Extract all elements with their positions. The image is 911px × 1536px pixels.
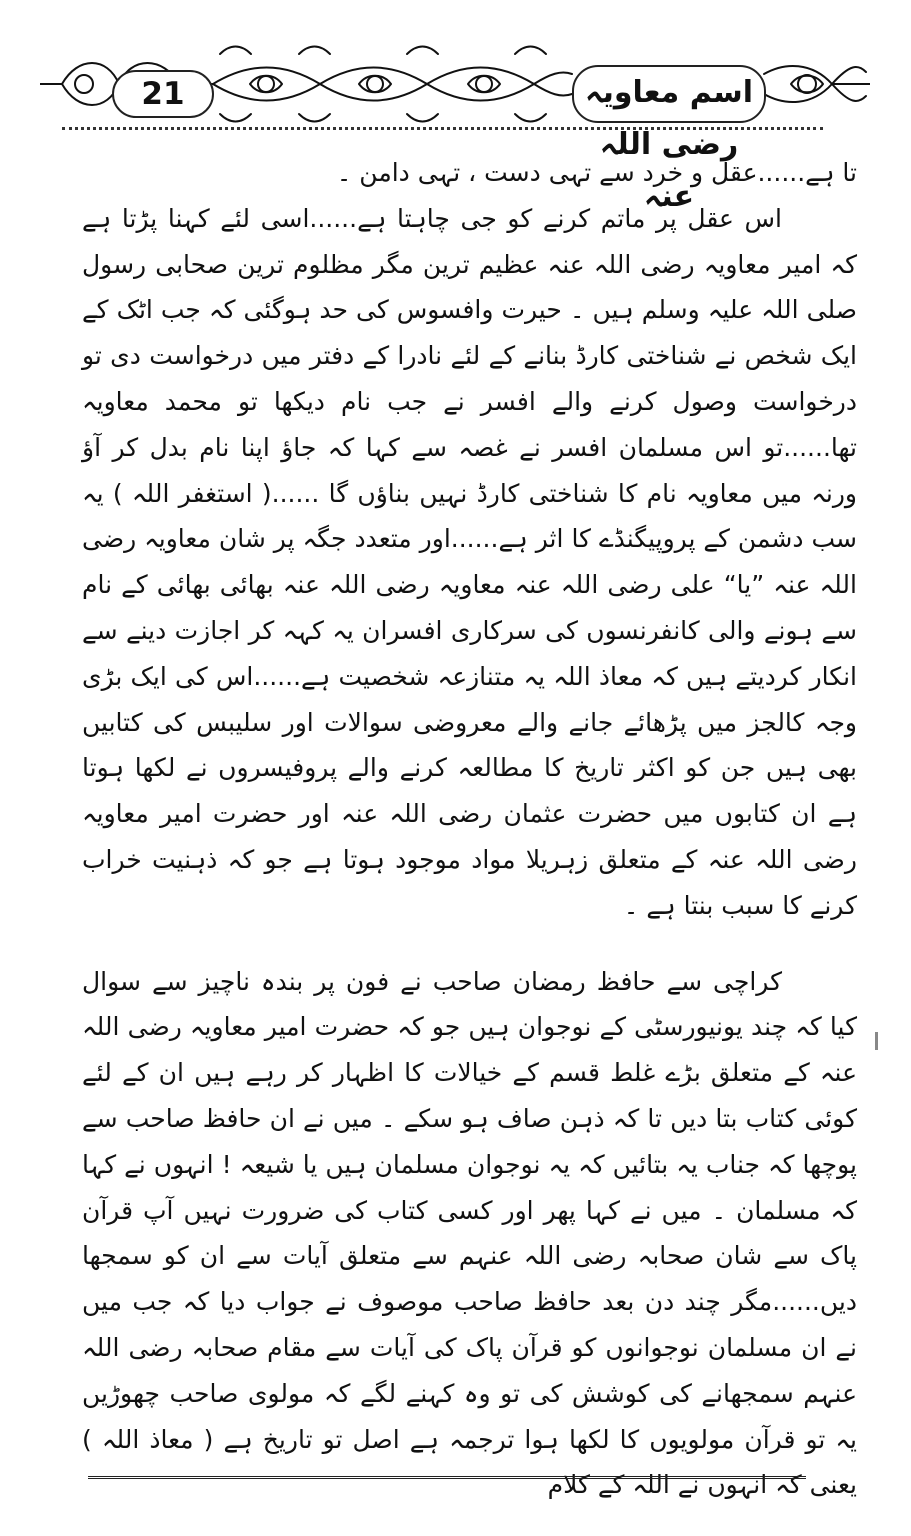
- top-dotted-divider: [62, 127, 823, 130]
- bottom-double-divider: [88, 1476, 806, 1487]
- page-body: [82, 150, 857, 1500]
- running-title: اسم معاویہ رضی اللہ عنہ: [572, 65, 766, 123]
- scan-margin-mark: [875, 1032, 878, 1050]
- paragraph-karachi-question: کراچی سے حافظ رمضان صاحب نے فون پر بندہ ناچیز سے سوال کیا کہ چند یونیورسٹی کے نوجوان ہیں جو کہ حضرت امیر معاویہ رضی اللہ عنہ کے متعلق بڑے غلط قسم کے خیالات کا اظہار کر رہے ہیں ان کے لئے کوئی کتاب بتا دیں تا کہ ذہن صاف ہو سکے ۔ میں نے ان حافظ صاحب سے پوچھا کہ جناب یہ بتائیں کہ یہ نوجوان مسلمان ہیں یا شیعہ ! انہوں نے کہا کہ مسلمان ۔ میں نے کہا پھر اور کسی کتاب کی ضرورت نہیں آپ قرآن پاک سے شان صحابہ رضی اللہ عنہم سے متعلق آیات سے ان کو سمجھا دیں......مگر چند دن بعد حافظ صاحب موصوف نے جواب دیا کہ جب میں نے ان مسلمان نوجوانوں کو قرآن پاک کی آیات سے مقام صحابہ رضی اللہ عنہم سمجھانے کی کوشش کی تو وہ کہنے لگے کہ مولوی صاحب چھوڑیں یہ تو قرآن مولویوں کا لکھا ہوا ترجمہ ہے اصل تو تاریخ ہے ( معاذ اللہ ) یعنی کہ انہوں نے اللہ کے کلام: [82, 966, 857, 1500]
- page-number: 21: [112, 70, 214, 118]
- paragraph-continuation: تا ہے......عقل و خرد سے تہی دست ، تہی دامن ۔: [336, 158, 857, 187]
- paragraph-main: اس عقل پر ماتم کرنے کو جی چاہتا ہے......اسی لئے کہنا پڑتا ہے کہ امیر معاویہ رضی اللہ عنہ عظیم ترین مگر مظلوم ترین صحابی رسول صلی اللہ علیہ وسلم ہیں ۔ حیرت وافسوس کی حد ہوگئی کہ جب اٹک کے ایک شخص نے شناختی کارڈ بنانے کے لئے نادرا کے دفتر میں درخواست دی تو درخواست وصول کرنے والے افسر نے جب نام دیکھا تو محمد معاویہ تھا......تو اس مسلمان افسر نے غصہ سے کہا کہ جاؤ اپنا نام بدل کر آؤ ورنہ میں معاویہ نام کا شناختی کارڈ نہیں بناؤں گا ......( استغفر اللہ ) یہ سب دشمن کے پروپیگنڈے کا اثر ہے......اور متعدد جگہ پر شان معاویہ رضی اللہ عنہ ”یا“ علی رضی اللہ عنہ معاویہ رضی اللہ عنہ بھائی بھائی کے نام سے ہونے والی کانفرنسوں کی سرکاری افسران یہ کہہ کر اجازت دینے سے انکار کردیتے ہیں کہ معاذ اللہ یہ متنازعہ شخصیت ہے......اس کی ایک بڑی وجہ کالجز میں پڑھائے جانے والے معروضی سوالات اور سلیبس کی کتابیں بھی ہیں جن کو اکثر تاریخ کا مطالعہ کرنے والے پروفیسروں نے لکھا ہوتا ہے ان کتابوں میں حضرت عثمان رضی اللہ عنہ اور حضرت امیر معاویہ رضی اللہ عنہ کے متعلق زہریلا مواد موجود ہوتا ہے جو کہ ذہنیت خراب کرنے کا سبب بنتا ہے ۔: [82, 203, 857, 920]
